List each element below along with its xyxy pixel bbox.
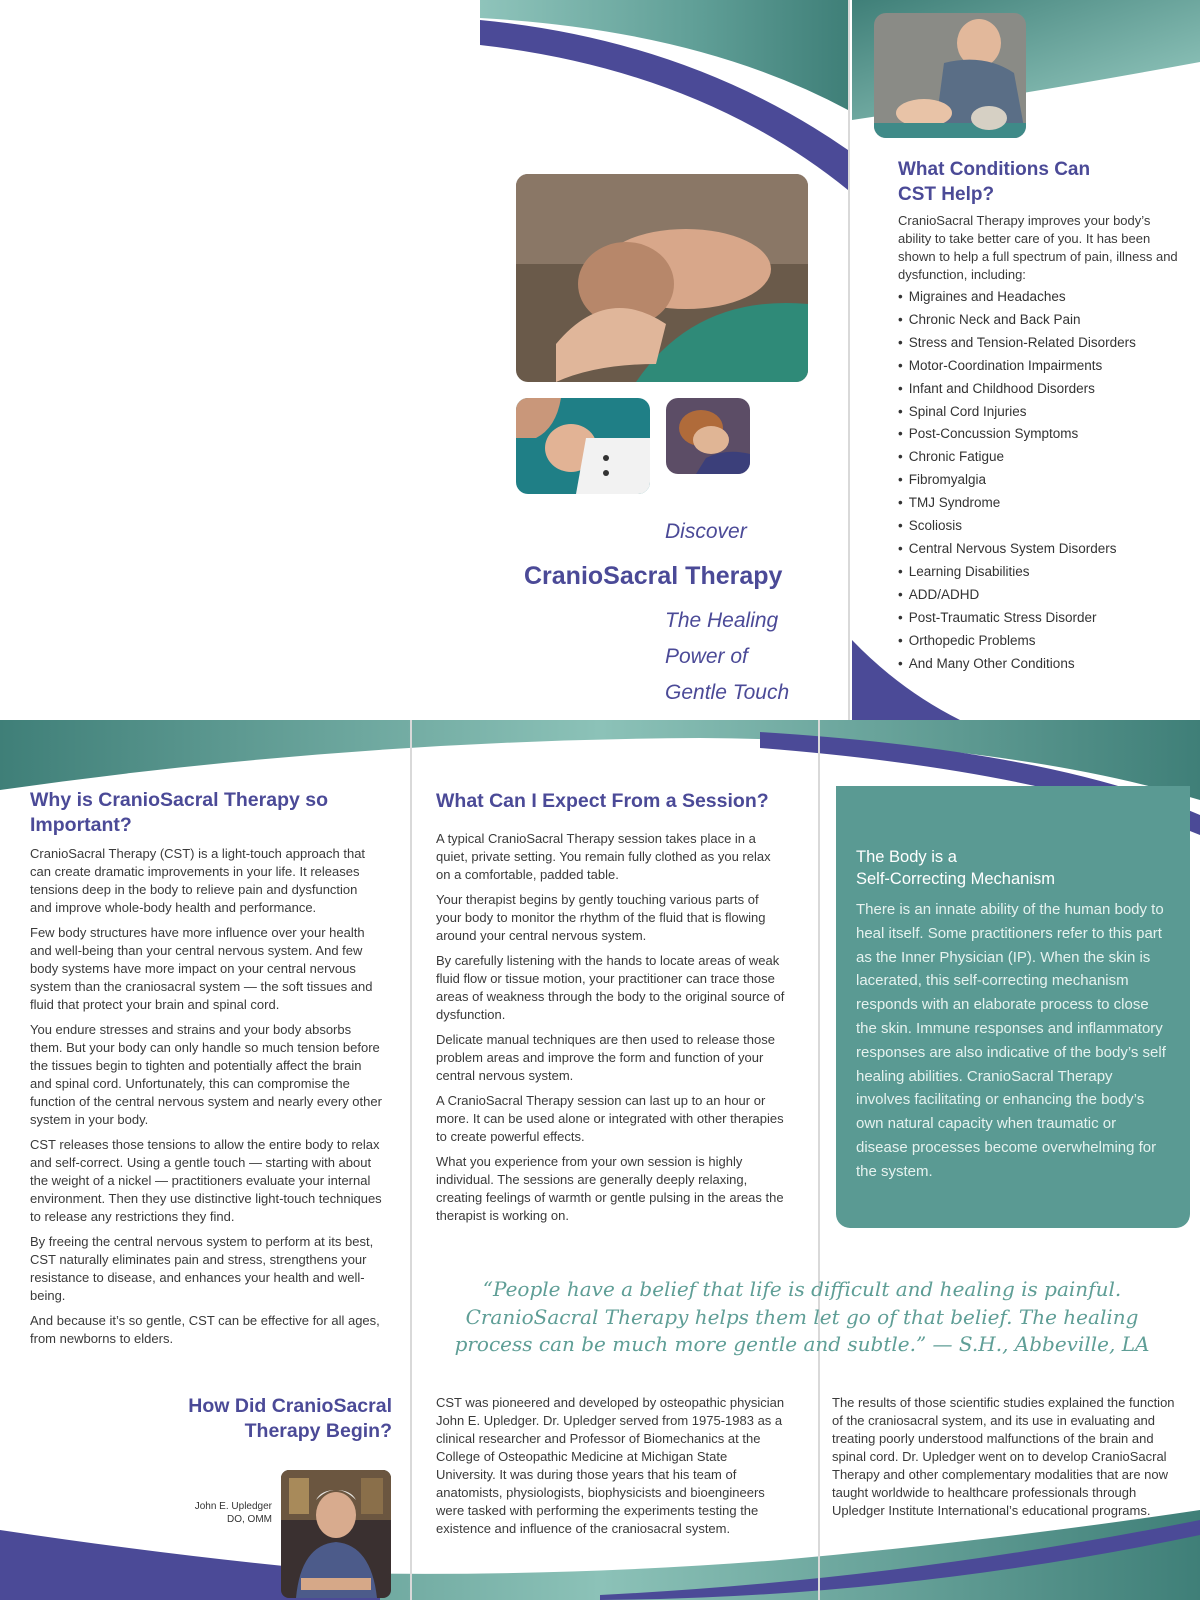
condition-item: • Spinal Cord Injuries [898,401,1188,424]
begin-text-col1: CST was pioneered and developed by osteopathic physician John E. Upledger. Dr. Upledger served from 1975-1983 as a clinical researcher and Professor of Biomechanics at the College of Osteopathic Medicine at Michigan State University. It was during those years that his team of anatomists, physiologists, biophysicists and bioengineers were tasked with performing the experiments testing the existence and influence of the craniosacral system. [436,1395,785,1536]
why-heading-line-2: Important? [30,814,132,836]
begin-text-col2: The results of those scientific studies explained the function of the craniosacral system, and its use in evaluating and treating poorly understood malfunctions of the brain and spinal cord. Dr. Upledger went on to develop CranioSacral Therapy and other complementary modalities that are now taught worldwide to healthcare professionals through Upledger Institute International’s educational programs. [832,1395,1175,1518]
session-paragraph: A typical CranioSacral Therapy session takes place in a quiet, private setting. You remain fully clothed as you relax on a comfortable, padded table. [436,831,771,882]
condition-item: • Motor-Coordination Impairments [898,355,1188,378]
therapy-photo-child [516,398,650,494]
self-correcting-box [836,786,1190,1228]
session-paragraph: What you experience from your own session is highly individual. The sessions are generally deeply relaxing, creating feelings of warmth or gentle pulsing in the areas the therapist is working on. [436,1154,784,1223]
conditions-intro: CranioSacral Therapy improves your body’s ability to take better care of you. It has been shown to help a full spectrum of pain, illness and dysfunction, including: [898,213,1178,282]
conditions-heading-line-2: CST Help? [898,184,995,205]
condition-item: • Post-Concussion Symptoms [898,423,1188,446]
condition-item: • Chronic Neck and Back Pain [898,309,1188,332]
cover-tagline-1: The Healing [665,609,779,632]
why-paragraph: CranioSacral Therapy (CST) is a light-touch approach that can create dramatic improvements in your life. It releases tensions deep in the body to relieve pain and dysfunction and improve whole-body health and performance. [30,846,366,915]
cover-discover: Discover [665,520,747,543]
condition-item: • Scoliosis [898,515,1188,538]
condition-item: • Chronic Fatigue [898,446,1188,469]
upledger-portrait [281,1470,391,1598]
condition-item: • Stress and Tension-Related Disorders [898,332,1188,355]
why-paragraph: By freeing the central nervous system to perform at its best, CST naturally eliminates pain and stress, strengthens your resistance to disease, and enhances your health and well-being. [30,1234,374,1303]
session-paragraph: A CranioSacral Therapy session can last up to an hour or more. It can be used alone or integrated with other therapies to create powerful effects. [436,1093,784,1144]
why-body [30,845,382,1355]
self-correcting-heading [856,846,1168,890]
session-paragraph: By carefully listening with the hands to locate areas of weak fluid flow or tissue motion, your practitioner can trace those areas of weakness through the body to the original source of dysfunction. [436,953,785,1022]
conditions-heading-line-1: What Conditions Can [898,159,1091,180]
self-correcting-heading-line-1: The Body is a [856,848,957,866]
condition-item: • Learning Disabilities [898,561,1188,584]
why-paragraph: And because it’s so gentle, CST can be effective for all ages, from newborns to elders. [30,1313,380,1346]
cover-tagline-2: Power of [665,645,748,668]
conditions-heading [898,157,1090,207]
conditions-photo-infant [874,13,1026,138]
top-fold-line [848,0,850,720]
condition-item: • ADD/ADHD [898,584,1188,607]
cover-tagline-3: Gentle Touch [665,681,790,704]
bottom-fold-line-2 [818,720,820,1600]
condition-item: • Migraines and Headaches [898,286,1188,309]
upledger-caption-name: John E. Upledger [194,1501,272,1512]
cover-title: CranioSacral Therapy [524,562,783,590]
session-body [436,830,786,1232]
begin-heading-line-1: How Did CranioSacral [188,1395,392,1417]
condition-item: • Post-Traumatic Stress Disorder [898,607,1188,630]
begin-heading [100,1394,392,1444]
self-correcting-text: There is an innate ability of the human body to heal itself. Some practitioners refer to this part as the Inner Physician (IP). When the skin is lacerated, this self-correcting mechanism responds with an elaborate process to close the skin. Immune responses and inflammatory responses are also indicative of the body’s self healing abilities. CranioSacral Therapy involves facilitating or enhancing the body’s own natural capacity when traumatic or disease processes become overwhelming for the system. [856,901,1166,1180]
condition-item: • Central Nervous System Disorders [898,538,1188,561]
upledger-caption [150,1500,272,1526]
self-correcting-heading-line-2: Self-Correcting Mechanism [856,870,1055,888]
testimonial-quote: “People have a belief that life is difficult and healing is painful. CranioSacral Therapy helps them let go of that belief. The healing process can be much more gentle and subtle.” — S.H., Abbeville, LA [454,1277,1150,1356]
why-paragraph: You endure stresses and strains and your body absorbs them. But your body can only handle so much tension before the tissues begin to tighten and potentially affect the brain and spinal cord. Unfortunately, this can compromise the function of the central nervous system and nearly every other system in your body. [30,1022,382,1127]
condition-item: • Fibromyalgia [898,469,1188,492]
why-paragraph: Few body structures have more influence over your health and well-being than your central nervous system. And few body systems have more impact on your central nervous system than the craniosacral system — the soft tissues and fluid that protect your brain and spinal cord. [30,925,373,1012]
session-paragraph: Your therapist begins by gently touching various parts of your body to monitor the rhythm of the fluid that is flowing around your central nervous system. [436,892,766,943]
session-paragraph: Delicate manual techniques are then used to release those problem areas and improve the form and function of your central nervous system. [436,1032,775,1083]
conditions-list [898,286,1188,675]
condition-item: • TMJ Syndrome [898,492,1188,515]
begin-heading-line-2: Therapy Begin? [244,1420,392,1442]
therapy-photo-woman [666,398,750,474]
condition-item: • Orthopedic Problems [898,630,1188,653]
session-heading: What Can I Expect From a Session? [436,790,769,812]
upledger-caption-title: DO, OMM [227,1514,272,1525]
condition-item: • Infant and Childhood Disorders [898,378,1188,401]
therapy-photo-man [516,174,808,382]
condition-item: • And Many Other Conditions [898,653,1188,676]
why-heading-line-1: Why is CranioSacral Therapy so [30,789,329,811]
why-paragraph: CST releases those tensions to allow the entire body to relax and self-correct. Using a gentle touch — starting with about the weight of a nickel — practitioners evaluate your internal environment. Then they use distinctive light-touch techniques to release any restrictions they find. [30,1137,382,1224]
why-heading [30,788,328,838]
bottom-fold-line-1 [410,720,412,1600]
